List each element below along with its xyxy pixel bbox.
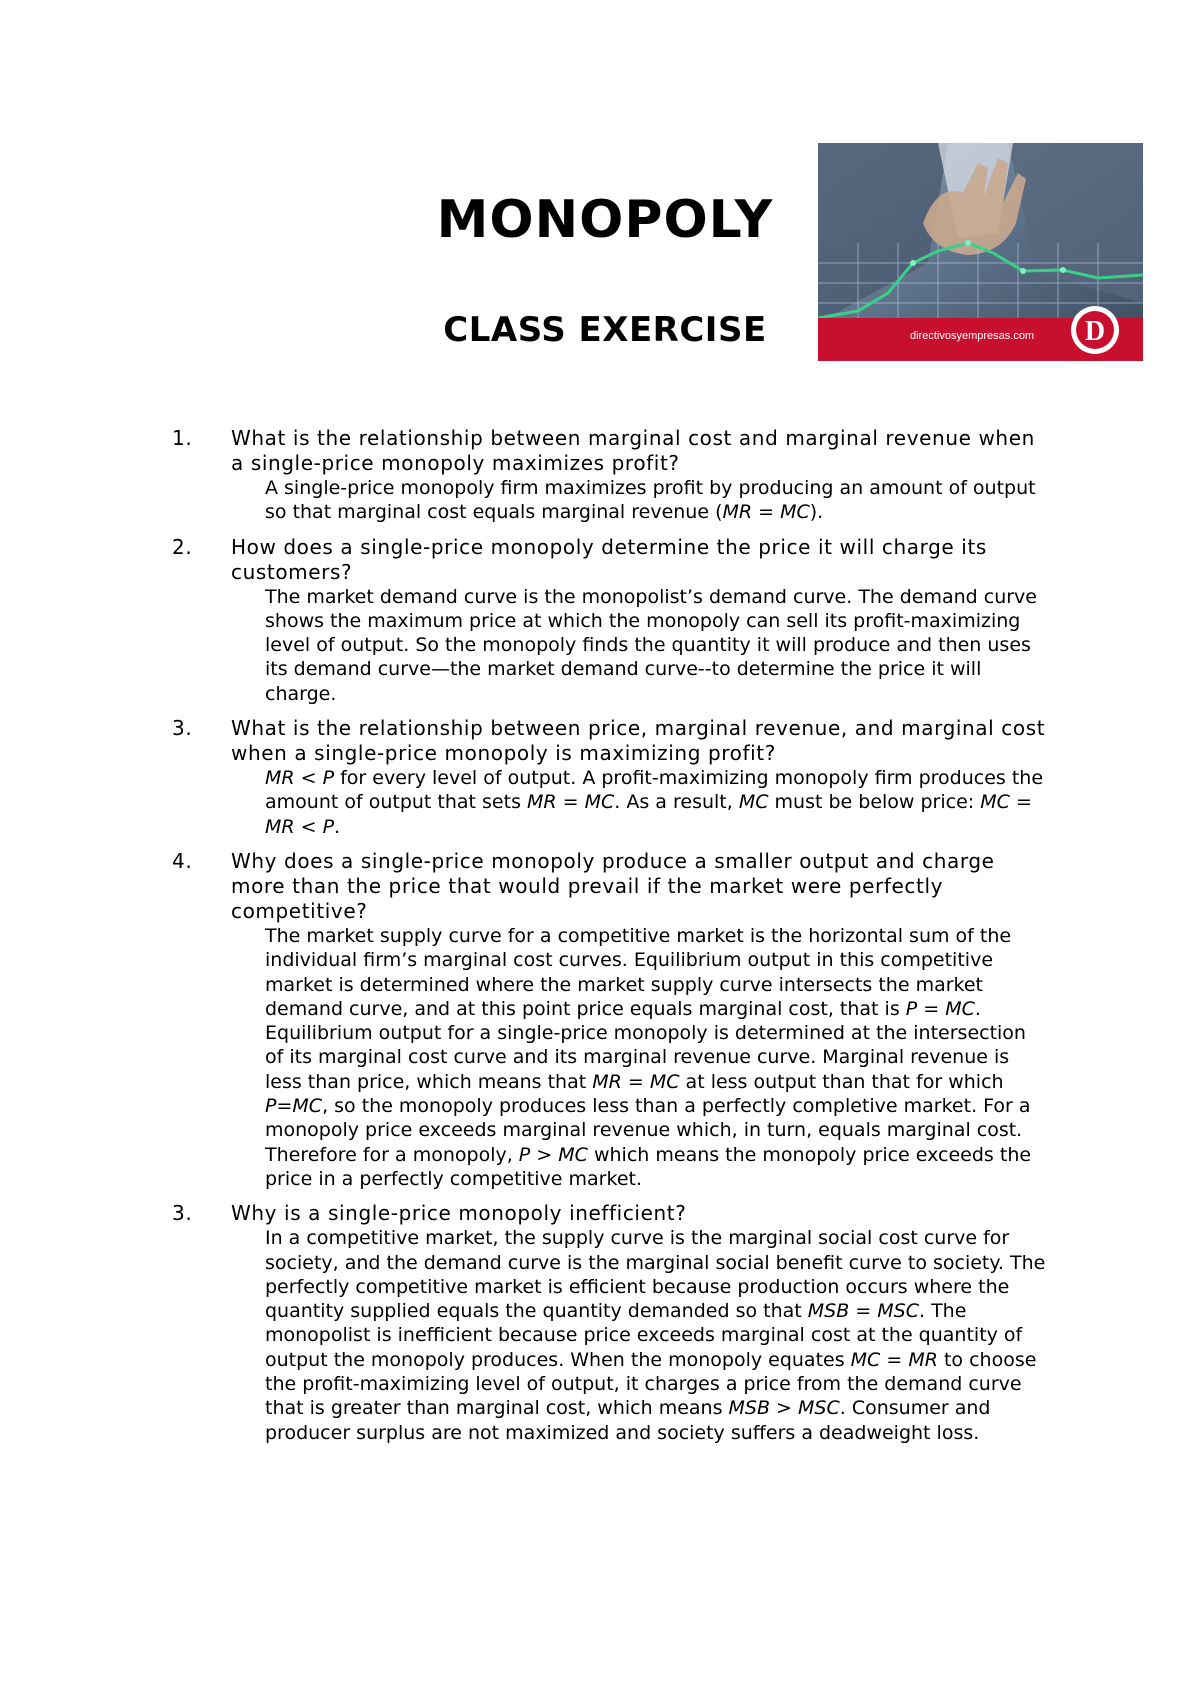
answer-text: MR < P for every level of output. A profit-maximizing monopoly firm produces the amount of output that sets MR = MC. As a result, MC must be below price: MC = MR < P. (265, 767, 1044, 838)
question-item (150, 426, 1050, 525)
question-number: 3. (172, 716, 193, 741)
question-item (150, 1201, 1050, 1445)
header-image (818, 143, 1143, 361)
question-text: What is the relationship between marginal cost and marginal revenue when a single-price monopoly maximizes profit? (231, 426, 1035, 475)
answer-text: The market demand curve is the monopolist’s demand curve. The demand curve shows the maximum price at which the monopoly can sell its profit-maximizing level of output. So the monopoly finds the quantity it will produce and then uses its demand curve—the market demand curve--to determine the price it will charge. (265, 585, 1037, 705)
answer-text: A single-price monopoly firm maximizes profit by producing an amount of output so that marginal cost equals marginal revenue (MR = MC). (265, 477, 1036, 524)
page-subtitle: CLASS EXERCISE (443, 310, 767, 350)
question-number: 4. (172, 848, 193, 873)
question-number: 1. (172, 426, 193, 450)
question-number: 3. (172, 1201, 193, 1226)
question-item (150, 535, 1050, 706)
answer-text: The market supply curve for a competitive market is the horizontal sum of the individual firm’s marginal cost curves. Equilibrium output in this competitive market is determined where the market supply curve intersects the market demand curve, and at this point price equals marginal cost, that is P = MC. Equilibrium output for a single-price monopoly is determined at the intersection of its marginal cost curve and its marginal revenue curve. Marginal revenue is less than price, which means that MR = MC at less output than that for which P=MC, so the monopoly produces less than a perfectly completive market. For a monopoly price exceeds marginal revenue which, in turn, equals marginal cost. Therefore for a monopoly, P > MC which means the monopoly price exceeds the price in a perfectly competitive market. (265, 924, 1032, 1190)
page-title: MONOPOLY (436, 190, 774, 250)
question-text: Why does a single-price monopoly produce a smaller output and charge more than the price that would prevail if the market were perfectly competitive? (231, 848, 995, 923)
question-number: 2. (172, 534, 193, 559)
answer-text: In a competitive market, the supply curve is the marginal social cost curve for society, and the demand curve is the marginal social benefit curve to society. The perfectly competitive market is efficient because production occurs where the quantity supplied equals the quantity demanded so that MSB = MSC. The monopolist is inefficient because price exceeds marginal cost at the quantity of output the monopoly produces. When the monopoly equates MC = MR to choose the profit-maximizing level of output, it charges a price from the demand curve that is greater than marginal cost, which means MSB > MSC. Consumer and producer surplus are not maximized and society suffers a deadweight loss. (265, 1227, 1046, 1444)
question-item (150, 849, 1050, 1191)
question-item (150, 716, 1050, 839)
question-text: How does a single-price monopoly determine the price it will charge its customers? (231, 534, 987, 584)
logo-letter: D (1084, 316, 1106, 347)
image-caption: directivosyempresas.com (910, 330, 1035, 342)
question-text: What is the relationship between price, marginal revenue, and marginal cost when a single-price monopoly is maximizing profit? (231, 716, 1046, 766)
question-list (150, 426, 1050, 1455)
question-text: Why is a single-price monopoly inefficient? (231, 1201, 687, 1226)
